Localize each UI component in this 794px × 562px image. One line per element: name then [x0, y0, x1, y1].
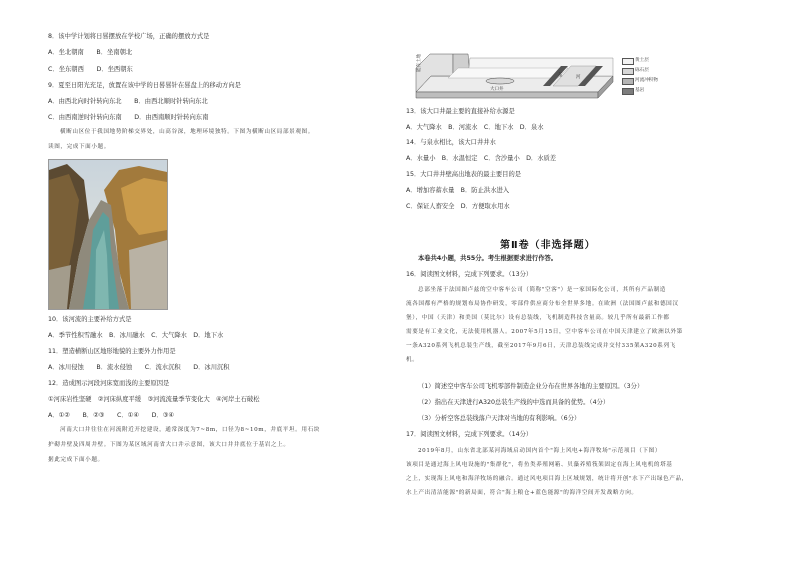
- q10-stem: 10．该河流的主要补给方式是: [48, 316, 132, 323]
- q14-options: A．水量小 B．水温恒定 C．含沙量小 D．水质差: [406, 155, 557, 162]
- q9-options-cd: C．由西南逆时针转向东南 D．由西南顺时针转向东南: [48, 114, 209, 121]
- passage2-line3: 据此完成下面小题。: [48, 457, 104, 463]
- loess-swatch: [622, 58, 634, 65]
- q17-stem: 17．阅读图文材料，完成下列要求。（14分）: [406, 431, 533, 438]
- q15-options-ab: A．增加容蓄水量 B．防止洪水进入: [406, 187, 510, 194]
- legend-item-gravel: [622, 66, 658, 76]
- q8-stem: 8．该中学计划将日晷摆放在学校广场，正确的摆放方式是: [48, 33, 210, 40]
- q16-material-line2: 流各国都有严格的规划布局协作研发，零部件供应商分布全世界多地。在欧洲（法国图卢兹和德国汉: [406, 301, 679, 307]
- q17-material-line1: 2019年8月，山东省北部某河海域启动国内首个"海上风电+海洋牧场"示范项目（下图）: [418, 448, 662, 454]
- q17-material-line3: 之上，实现海上风电和海洋牧场的融合。通过风电项目海上区域规划，统计将开创"水下产出绿色产品，: [406, 476, 688, 482]
- q12-stem: 12．造成图示河段河床宽而浅的主要原因是: [48, 380, 170, 387]
- q16-stem: 16．阅读图文材料，完成下列要求。（13分）: [406, 271, 533, 278]
- passage1-line1: 横断山区位于我国地势阶梯交界处，山高谷深，地理环境独特。下图为横断山区局部景观图。: [60, 129, 314, 135]
- q16-material-line5: 一条A320系列飞机总装生产线，截至2017年9月6日，天津总装线完成并交付335架A320系列飞: [406, 343, 676, 349]
- section-note: 本卷共4小题，共55分。考生根据要求进行作答。: [418, 255, 558, 262]
- diagram-legend: [622, 56, 658, 96]
- legend-item-loess: [622, 56, 658, 66]
- q9-options-ab: A．由西北向时针转向东北 B．由西北顺时针转向东北: [48, 98, 208, 105]
- legend-label-bedrock: 基岩: [635, 88, 645, 93]
- diagram-label-bank: 能有土地: [417, 54, 422, 72]
- q17-material-line4: 水上产出清洁能源"的新局面，符合"海上粮仓+蓝色能源"的海洋空间开发战略方向。: [406, 490, 638, 496]
- legend-label-loess: 黄土层: [635, 58, 649, 63]
- bedrock-swatch: [622, 88, 634, 95]
- q16-material-line6: 机。: [406, 357, 419, 363]
- q16-material-line1: 总部坐落于法国图卢兹的空中客车公司（简称"空客"）是一家国际化公司，其所有产品制造: [418, 287, 666, 293]
- q10-options: A．季节性积雪融水 B．冰川融水 C．大气降水 D．地下水: [48, 332, 224, 339]
- diagram-label-well: 大口井: [490, 87, 504, 92]
- q16-material-line4: 需要是有工业文化，无法使用机器人。2007年5月15日，空中客车公司在中国天津建立了欧洲以外第: [406, 329, 683, 335]
- q11-options: A．冰川侵蚀 B．流水侵蚀 C．流水沉积 D．冰川沉积: [48, 364, 230, 371]
- river-valley-illustration: [49, 160, 167, 309]
- diagram-label-river: 河: [576, 75, 581, 80]
- alluvium-swatch: [622, 78, 634, 85]
- q9-stem: 9．夏至日阳光充足，放置在该中学的日晷晷针在晷盘上的移动方向是: [48, 82, 241, 89]
- legend-item-bedrock: [622, 86, 658, 96]
- diagram-label-east: 东: [558, 73, 563, 78]
- q16-subquestion-3: （3）分析空客总装线落户天津对当地的有利影响。（6分）: [418, 415, 581, 422]
- q15-stem: 15．大口井井壁高出地表的最主要目的是: [406, 171, 522, 178]
- passage1-line2: 读图，完成下面小题。: [48, 144, 110, 150]
- q17-material-line2: 该项目是通过海上风电设施的"集群化"，将鱼类养殖网箱、贝藻养殖筏架固定在海上风电机的塔基: [406, 462, 673, 468]
- section-title: 第Ⅱ卷（非选择题）: [500, 240, 596, 251]
- q13-options: A．大气降水 B．河流水 C．地下水 D．泉水: [406, 124, 544, 131]
- q16-subquestion-2: （2）指出在天津进行A320总装生产线的中选而具备的优势。（4分）: [418, 399, 610, 406]
- q15-options-cd: C．保证人畜安全 D．方便取水用水: [406, 203, 510, 210]
- q14-stem: 14．与泉水相比，该大口井井水: [406, 139, 496, 146]
- river-valley-photo: [48, 159, 168, 310]
- passage2-line2: 护砌井壁及四周井壁。下图为某区域河南省大口井示意图，该大口井井底位于基岩之上。: [48, 442, 290, 448]
- q12-options: A．①② B．②③ C．①④ D．③④: [48, 412, 175, 419]
- well-cross-section-diagram: [408, 48, 618, 100]
- legend-item-alluvium: [622, 76, 658, 86]
- q13-stem: 13．该大口井最主要的直接补给水源是: [406, 108, 515, 115]
- q8-options-ab: A．坐北朝南 B．坐南朝北: [48, 49, 133, 56]
- passage2-line1: 河南大口井往往在河流附近开挖建设，通常深度为7~8m，口径为8~10m，井底平坦。用石块: [60, 427, 320, 433]
- q12-items: ①河床岩性坚硬 ②河床纵度平缓 ③河流流量季节变化大 ④河岸土石破松: [48, 396, 260, 403]
- q16-material-line3: 堡），中国（天津）和美国（莫比尔）设有总装线，飞机制造科技含量高。较几乎所有最新工作都: [406, 315, 670, 321]
- q16-subquestion-1: （1）简述空中客车公司飞机零部件制造企业分布在世界各地的主要原因。（3分）: [418, 383, 644, 390]
- q11-stem: 11．塑造横断山区地形地貌的主要外力作用是: [48, 348, 176, 355]
- gravel-swatch: [622, 68, 634, 75]
- legend-label-gravel: 砾石层: [635, 68, 649, 73]
- legend-label-alluvium: 河流冲积物: [635, 78, 658, 83]
- q8-options-cd: C．坐东朝西 D．坐西朝东: [48, 66, 133, 73]
